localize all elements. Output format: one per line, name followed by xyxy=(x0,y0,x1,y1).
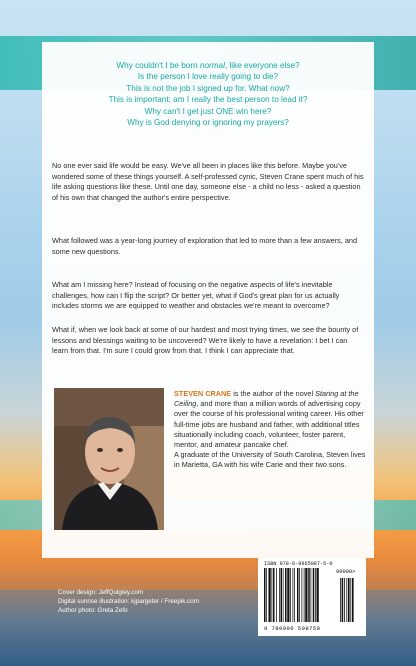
question-line: This is important; am I really the best person to lead it? xyxy=(108,95,308,105)
question-line: Why can't I get just ONE win here? xyxy=(144,106,272,116)
question-line: This is not the job I signed up for. What now? xyxy=(126,83,290,93)
price-code: 90000> xyxy=(336,569,356,575)
author-photo xyxy=(54,388,164,530)
paragraph-missing: What am I missing here? Instead of focusing on the negative aspects of life's inevitable challenges, how can I flip the script? Or better yet, what if God's great plan for us actually includes storms we are equipped to weather and obstacles we're meant to overcome? xyxy=(52,280,340,311)
credit-cover-design: Cover design: JeffQuigley.com xyxy=(58,589,144,596)
question-list xyxy=(42,60,374,128)
author-name: STEVEN CRANE xyxy=(174,389,232,398)
barcode-bars xyxy=(264,568,360,624)
cover-credits xyxy=(58,588,199,615)
author-education: A graduate of the University of South Carolina, Steven lives in Marietta, GA with his wife Carie and their two sons. xyxy=(174,450,366,470)
author-bio: STEVEN CRANE is the author of the novel Staring at the Ceiling, and more than a million words of advertising copy over the course of his professional writing career. His other full-time jobs are husband and father, with additional titles situationally including coach, volunteer, foster parent, mentor, and amateur pancake chef. A graduate of the University of South Carolina, Steven lives in Marietta, GA with his wife Carie and their two sons. xyxy=(174,389,366,470)
paragraph-intro: No one ever said life would be easy. We've all been in places like this before. Maybe you've wondered some of these things yourself. A self-professed cynic, Steven Crane spent much of his life asking questions like these. Until one day, someone else - a child no less - asked a question of his own that changed the author's entire perspective. xyxy=(52,161,364,202)
ean-number: 9 780996 598750 xyxy=(264,625,321,632)
question-line: Is the person I love really going to die? xyxy=(137,72,279,82)
question-line: Why couldn't I be born normal, like everyone else? xyxy=(116,61,300,70)
credit-illustration: Digital sunrise illustration: kjpargeter / Freepik.com xyxy=(58,598,200,605)
paragraph-journey: What followed was a year-long journey of exploration that led to more than a few answers, and some new questions. xyxy=(52,236,358,256)
isbn-barcode xyxy=(258,558,366,636)
paragraph-revelation: What if, when we look back at some of our hardest and most trying times, we see the bounty of lessons and blessings waiting to be uncovered? We're likely to have a revelation: I bet I can learn from that. I'm sure I could grow from that. I think I can appreciate that. xyxy=(52,325,359,356)
book-title: Staring at the Ceiling xyxy=(174,389,359,409)
isbn-label: ISBN 978-0-9965987-5-0 xyxy=(264,561,333,567)
question-line: Why is God denying or ignoring my prayers? xyxy=(127,118,289,128)
credit-photo: Author photo: Greta Zefo xyxy=(58,607,128,614)
